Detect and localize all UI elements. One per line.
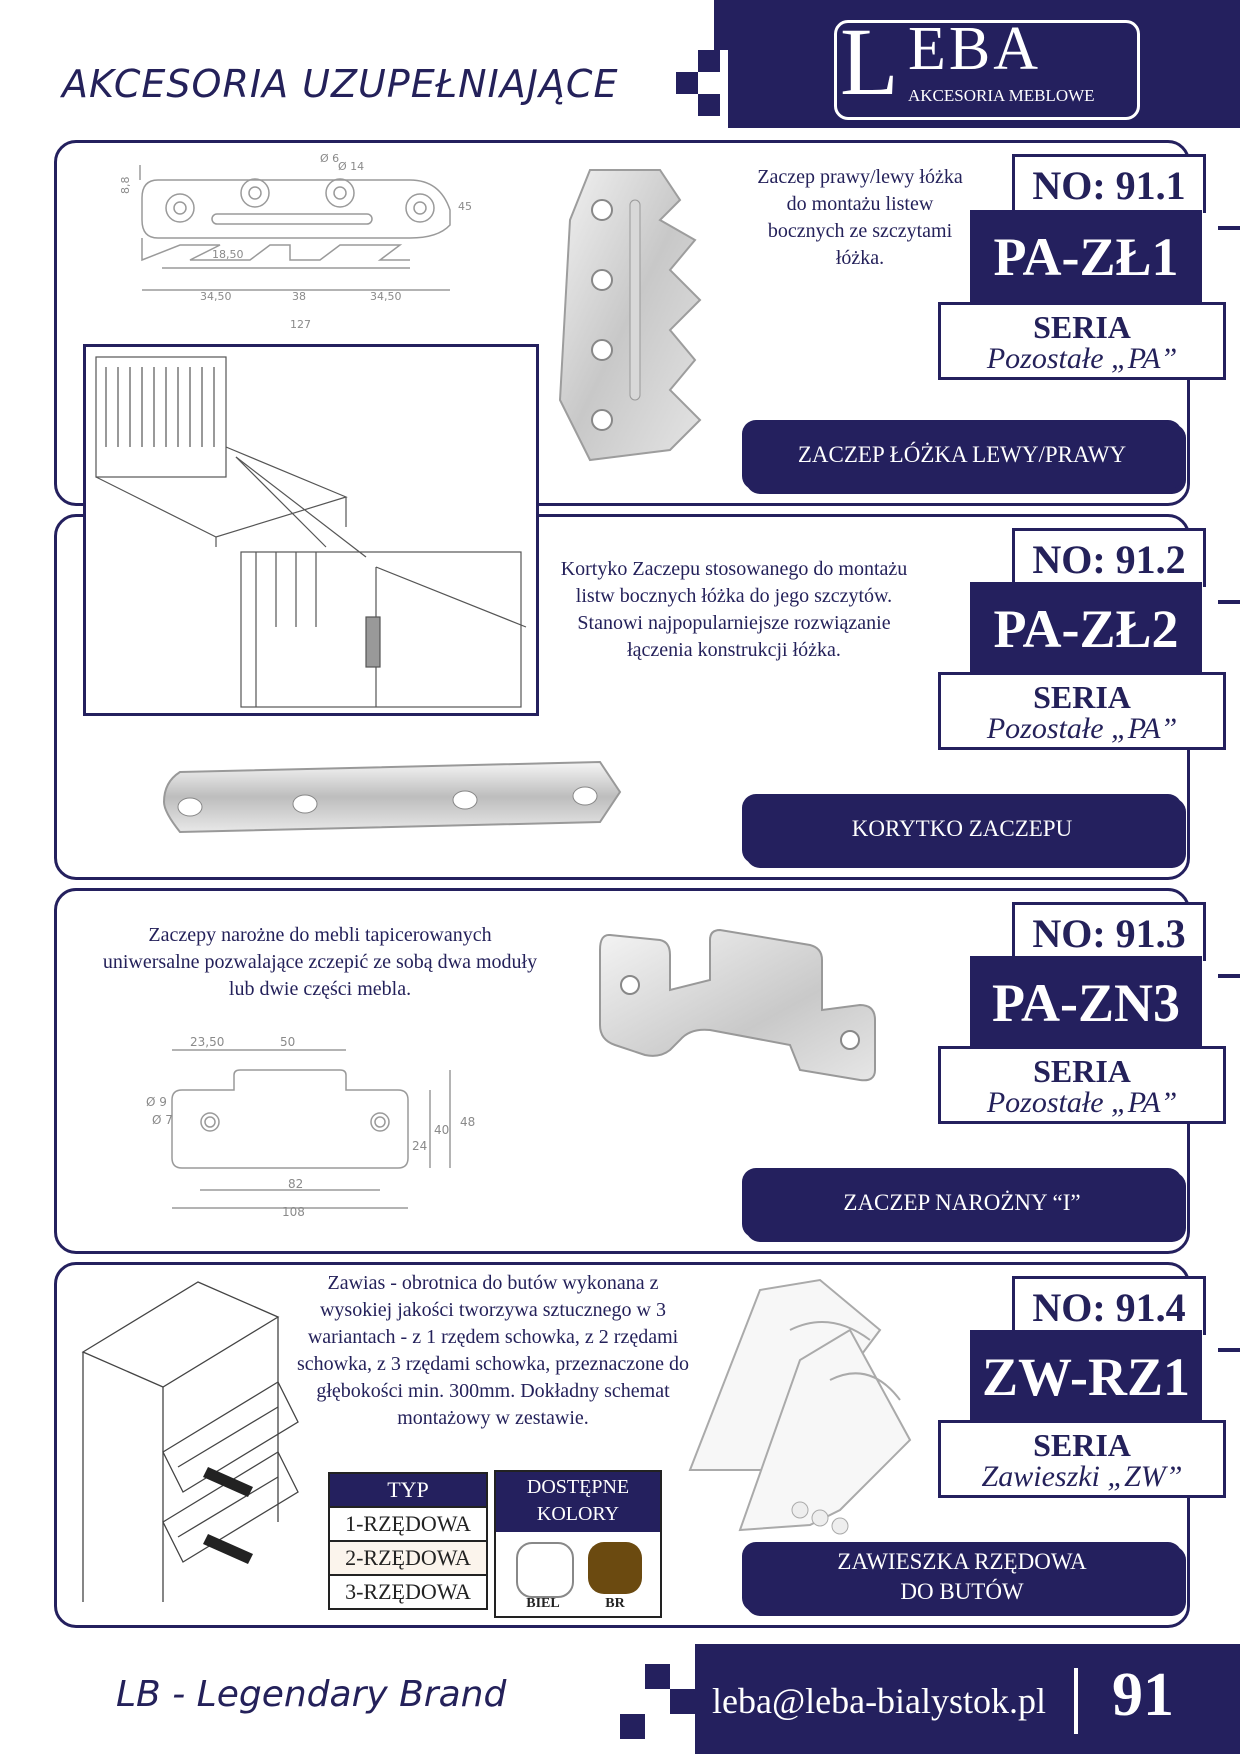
dim-label: 34,50 (200, 290, 232, 303)
type-row: 2-RZĘDOWA (329, 1541, 487, 1575)
product-description-91-3: Zaczepy narożne do mebli tapicerowanych uniwersalne pozwalające zczepić ze sobą dwa moduły lub dwie części mebla. (102, 924, 538, 1000)
dim-label: 127 (290, 318, 311, 331)
product-code-91-2: PA-ZŁ2 (970, 582, 1202, 676)
decor-tick (1218, 226, 1240, 230)
type-row: 3-RZĘDOWA (329, 1575, 487, 1609)
series-label: SERIA (1033, 1427, 1131, 1463)
series-name: Pozostałe „PA” (986, 1086, 1178, 1119)
dim-label: 108 (282, 1205, 305, 1219)
product-number-91-4: NO: 91.4 (1012, 1276, 1206, 1335)
color-name: BIEL (526, 1596, 560, 1611)
dim-label: Ø 14 (338, 160, 365, 173)
product-number-91-1: NO: 91.1 (1012, 154, 1206, 213)
decor-tick (1218, 974, 1240, 978)
product-label-91-4 (742, 1542, 1182, 1612)
colors-header-line: DOSTĘPNE (526, 1476, 630, 1498)
decor-square (670, 1689, 695, 1714)
shoe-hinge-image-zw (680, 1270, 930, 1550)
product-code-91-1: PA-ZŁ1 (970, 210, 1202, 304)
dim-label: 82 (288, 1177, 304, 1191)
trough-image-za2 (160, 752, 630, 842)
product-series-91-4 (938, 1420, 1226, 1498)
shoe-cabinet-illustration (78, 1272, 308, 1612)
product-code-91-3: PA-ZN3 (970, 956, 1202, 1050)
series-name: Zawieszki „ZW” (981, 1460, 1183, 1493)
bed-illustration (83, 344, 539, 716)
color-swatch-white (516, 1542, 574, 1598)
dim-label: 48 (460, 1115, 476, 1129)
series-label: SERIA (1033, 1053, 1131, 1089)
dim-label: 8,8 (119, 176, 132, 194)
label-line: ZAWIESZKA RZĘDOWA (837, 1549, 1087, 1574)
series-label: SERIA (1033, 309, 1131, 345)
dim-label: 18,50 (212, 248, 244, 261)
dim-label: Ø 6 (320, 152, 340, 165)
product-number-91-3: NO: 91.3 (1012, 902, 1206, 961)
dim-label: 50 (280, 1035, 296, 1049)
product-number-91-2: NO: 91.2 (1012, 528, 1206, 587)
page-title: AKCESORIA UZUPEŁNIAJĄCE (62, 62, 619, 106)
dim-label: Ø 7 (152, 1113, 173, 1127)
product-description-91-2: Kortyko Zaczepu stosowanego do montażu listw bocznych łóżka do jego szczytów. Stanowi najpopularniejsze rozwiązanie łączenia konstrukcji łóżka. (560, 558, 908, 661)
logo-initial: L (840, 8, 899, 115)
decor-tick (1218, 600, 1240, 604)
dim-label: 38 (292, 290, 306, 303)
corner-bracket-image-zn3 (590, 920, 900, 1120)
logo-band-step (714, 0, 732, 50)
color-swatch-brown (588, 1542, 642, 1594)
product-code-91-4: ZW-RZ1 (970, 1330, 1202, 1424)
dim-label: 23,50 (190, 1035, 225, 1049)
product-label-91-1: ZACZEP ŁÓŻKA LEWY/PRAWY (742, 420, 1182, 490)
series-name: Pozostałe „PA” (986, 712, 1178, 745)
footer-email[interactable]: leba@leba-bialystok.pl (712, 1681, 1047, 1721)
bracket-image-za1 (550, 160, 750, 470)
colors-box (494, 1470, 662, 1618)
type-row: 1-RZĘDOWA (329, 1507, 487, 1541)
product-label-91-2: KORYTKO ZACZEPU (742, 794, 1182, 864)
technical-drawing-zn3 (140, 1030, 500, 1220)
product-label-91-3: ZACZEP NAROŻNY “I” (742, 1168, 1182, 1238)
footer-slogan: LB - Legendary Brand (116, 1674, 507, 1715)
bed-drawing (86, 347, 536, 713)
logo-subtitle: AKCESORIA MEBLOWE (908, 86, 1095, 105)
type-table-header: TYP (329, 1473, 487, 1507)
series-name: Pozostałe „PA” (986, 342, 1178, 375)
dim-label: 24 (412, 1139, 428, 1153)
colors-header (496, 1472, 660, 1532)
technical-drawing-za1 (119, 150, 472, 340)
logo-text: EBA (908, 15, 1041, 83)
type-table (328, 1472, 488, 1610)
product-series-91-1 (938, 302, 1226, 380)
label-line: DO BUTÓW (900, 1579, 1024, 1604)
decor-square (698, 50, 720, 72)
dim-label: 40 (434, 1123, 450, 1137)
colors-header-line: KOLORY (536, 1503, 620, 1525)
product-description-91-1: Zaczep prawy/lewy łóżka do montażu listew bocznych ze szczytami łóżka. (757, 166, 963, 269)
series-label: SERIA (1033, 679, 1131, 715)
color-name: BR (605, 1596, 625, 1611)
decor-square (698, 94, 720, 116)
product-series-91-2 (938, 672, 1226, 750)
dim-label: 45 (458, 200, 472, 213)
product-series-91-3 (938, 1046, 1226, 1124)
decor-square (645, 1664, 670, 1689)
product-description-91-4: Zawias - obrotnica do butów wykonana z wysokiej jakości tworzywa sztucznego w 3 wariantach - z 1 rzędem schowka, z 2 rzędami schowka, z 3 rzędami schowka, przeznaczone do głębokości min. 300mm. Dokładny schemat montażowy w zestawie. (296, 1272, 690, 1429)
footer-separator (1074, 1668, 1078, 1734)
dim-label: 34,50 (370, 290, 402, 303)
dim-label: Ø 9 (146, 1095, 167, 1109)
decor-tick (1218, 1348, 1240, 1352)
decor-square (676, 72, 698, 94)
decor-square (620, 1714, 645, 1739)
page-number: 91 (1112, 1661, 1174, 1729)
